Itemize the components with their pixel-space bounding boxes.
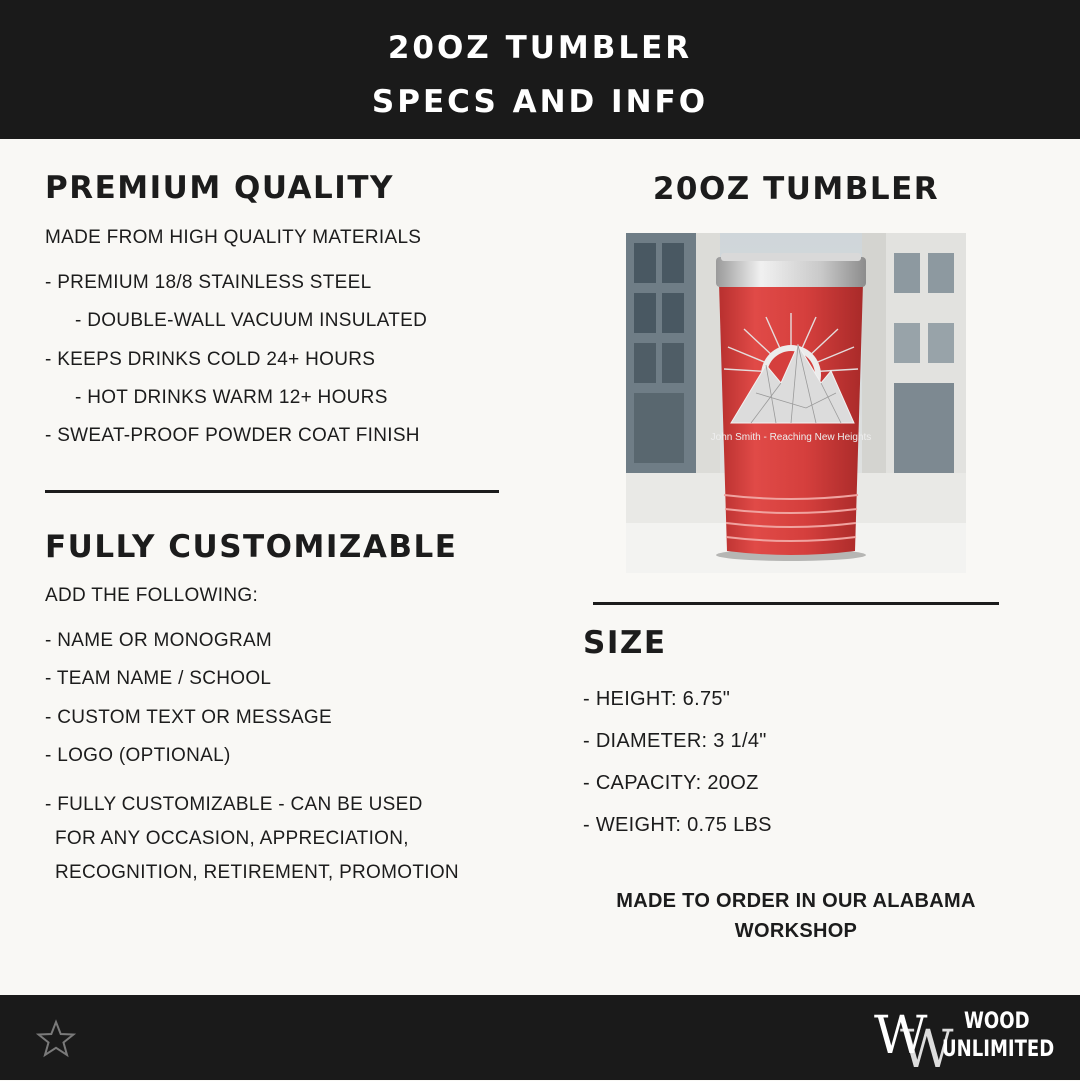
custom-intro: ADD THE FOLLOWING:: [45, 585, 259, 606]
size-heading: SIZE: [583, 625, 667, 661]
tumbler-photo: [626, 233, 966, 573]
premium-intro: MADE FROM HIGH QUALITY MATERIALS: [45, 227, 422, 248]
premium-item: - DOUBLE-WALL VACUUM INSULATED: [75, 310, 428, 331]
custom-item: - NAME OR MONOGRAM: [45, 630, 273, 651]
logo-monogram-shadow: W: [900, 1020, 930, 1080]
custom-item: - LOGO (OPTIONAL): [45, 745, 231, 766]
size-item: - WEIGHT: 0.75 LBS: [583, 814, 772, 836]
size-item: - CAPACITY: 20OZ: [583, 772, 759, 794]
logo-monogram: W: [874, 1006, 904, 1066]
header-title-line1: 20OZ TUMBLER: [387, 30, 693, 66]
custom-note-line: - FULLY CUSTOMIZABLE - CAN BE USED: [45, 794, 423, 815]
logo-word-unlimited: UNLIMITED: [942, 1037, 1055, 1062]
custom-item: - TEAM NAME / SCHOOL: [45, 668, 272, 689]
product-heading: 20OZ TUMBLER: [652, 171, 940, 207]
premium-quality-heading: PREMIUM QUALITY: [45, 170, 394, 206]
premium-item: - KEEPS DRINKS COLD 24+ HOURS: [45, 349, 376, 370]
made-to-order-line2: WORKSHOP: [734, 920, 858, 942]
page-header: [0, 0, 1080, 139]
premium-item: - PREMIUM 18/8 STAINLESS STEEL: [45, 272, 372, 293]
made-to-order-line1: MADE TO ORDER IN OUR ALABAMA: [616, 890, 976, 912]
premium-item: - HOT DRINKS WARM 12+ HOURS: [75, 387, 388, 408]
custom-note-line: RECOGNITION, RETIREMENT, PROMOTION: [55, 862, 459, 883]
size-item: - HEIGHT: 6.75": [583, 688, 731, 710]
header-title-line2: SPECS AND INFO: [371, 84, 709, 120]
logo-word-wood: WOOD: [964, 1009, 1030, 1034]
left-divider: [45, 490, 499, 493]
right-divider: [593, 602, 999, 605]
star-outline-icon: [36, 1019, 76, 1059]
fully-customizable-heading: FULLY CUSTOMIZABLE: [45, 529, 458, 565]
engraving-text: John Smith - Reaching New Heights: [710, 432, 872, 443]
wood-unlimited-logo: [874, 1005, 1055, 1080]
custom-item: - CUSTOM TEXT OR MESSAGE: [45, 707, 332, 728]
page-footer: [0, 995, 1080, 1080]
custom-note-line: FOR ANY OCCASION, APPRECIATION,: [55, 828, 409, 849]
size-item: - DIAMETER: 3 1/4": [583, 730, 767, 752]
premium-item: - SWEAT-PROOF POWDER COAT FINISH: [45, 425, 420, 446]
